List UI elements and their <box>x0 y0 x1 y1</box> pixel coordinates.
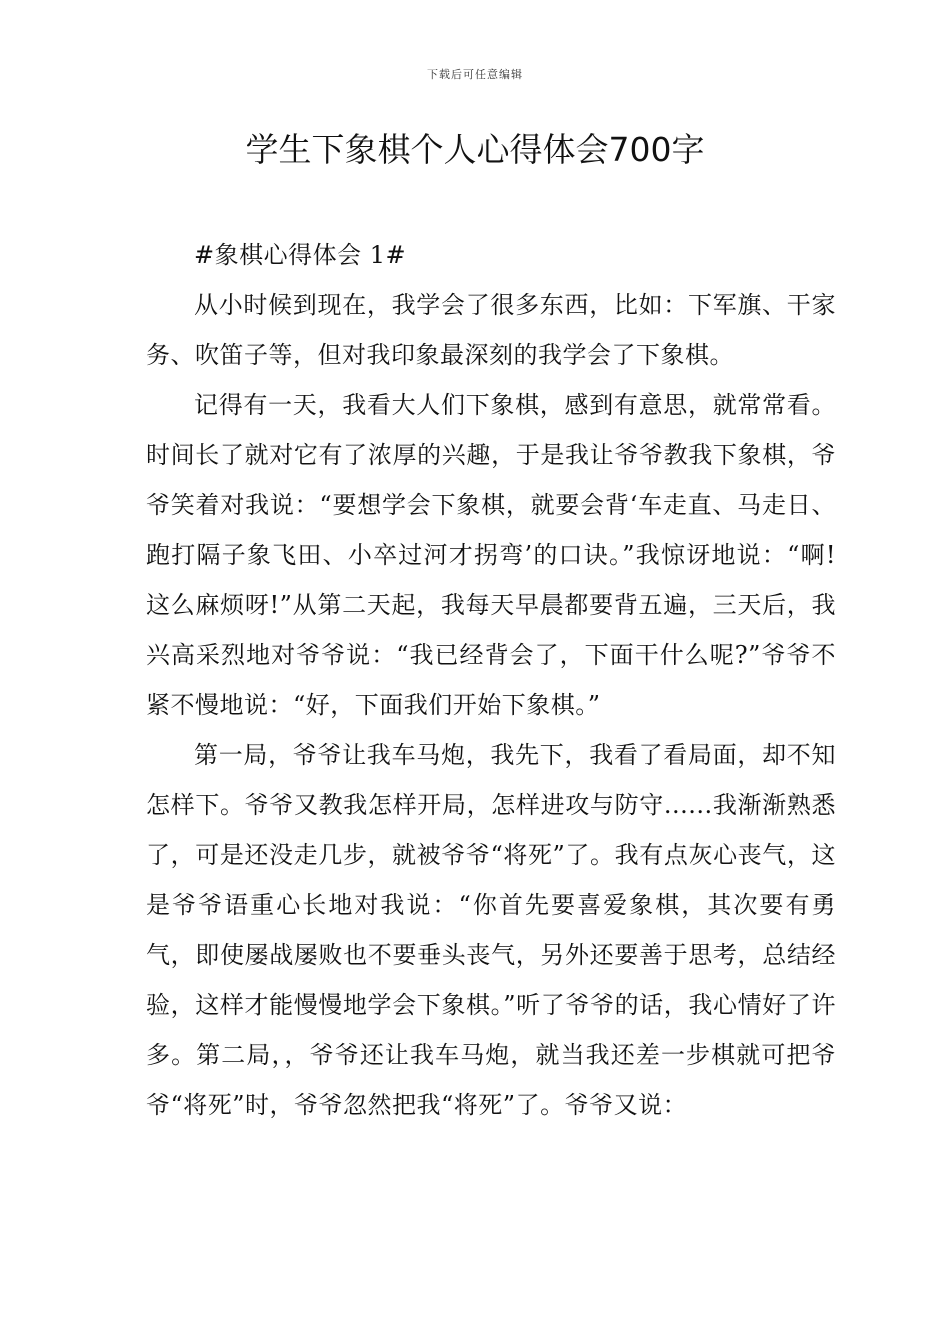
section-heading: #象棋心得体会 1# <box>194 241 407 269</box>
document-body <box>146 230 836 1130</box>
document-title: 学生下象棋个人心得体会700字 <box>245 130 705 169</box>
header-note: 下载后可任意编辑 <box>427 68 523 81</box>
paragraph-2: 记得有一天，我看大人们下象棋，感到有意思，就常常看。时间长了就对它有了浓厚的兴趣，于是我让爷爷教我下象棋，爷爷笑着对我说：“要想学会下象棋，就要会背‘车走直、马走日、跑打隔子象飞田、小卒过河才拐弯’的口诀。”我惊讶地说：“啊!这么麻烦呀!”从第二天起，我每天早晨都要背五遍，三天后，我兴高采烈地对爷爷说：“我已经背会了，下面干什么呢?”爷爷不紧不慢地说：“好，下面我们开始下象棋。” <box>146 391 836 719</box>
paragraph-1: 从小时候到现在，我学会了很多东西，比如：下军旗、干家务、吹笛子等，但对我印象最深刻的我学会了下象棋。 <box>146 291 836 369</box>
paragraph-3: 第一局，爷爷让我车马炮，我先下，我看了看局面，却不知怎样下。爷爷又教我怎样开局，怎样进攻与防守......我渐渐熟悉了，可是还没走几步，就被爷爷“将死”了。我有点灰心丧气，这是爷爷语重心长地对我说：“你首先要喜爱象棋，其次要有勇气，即使屡战屡败也不要垂头丧气，另外还要善于思考，总结经验，这样才能慢慢地学会下象棋。”听了爷爷的话，我心情好了许多。第二局，，爷爷还让我车马炮，就当我还差一步棋就可把爷爷“将死”时，爷爷忽然把我“将死”了。爷爷又说： <box>146 741 836 1119</box>
